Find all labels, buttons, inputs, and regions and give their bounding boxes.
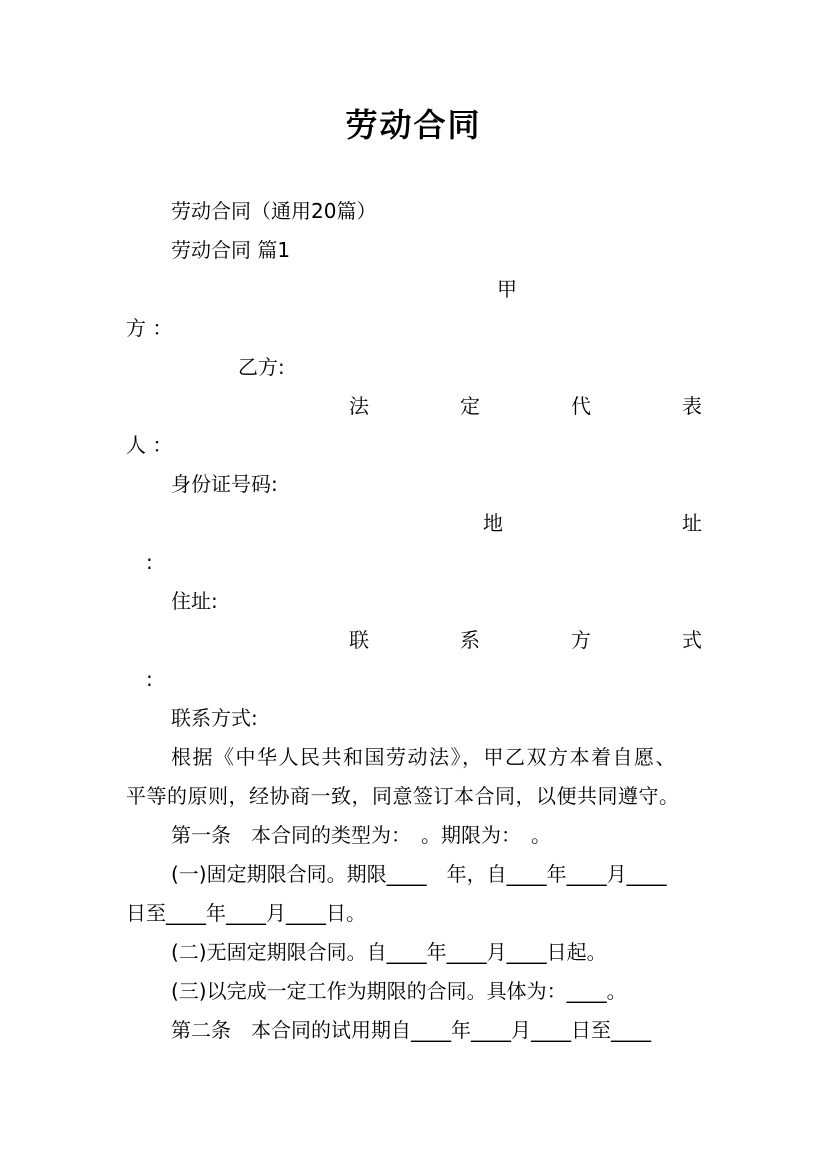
address-colon: : (146, 550, 153, 574)
legal-rep-label-end: 人 ： (126, 433, 173, 457)
subtitle-line: 劳动合同（通用20篇） (171, 199, 377, 223)
party-b-label: 乙方: (238, 355, 285, 379)
legal-rep-char-2: 定 (460, 394, 480, 418)
clause-1-line2: 日至____年____月____日。 (126, 901, 366, 925)
contact-char-3: 方 (571, 628, 591, 652)
contact-label-row (349, 627, 702, 653)
address-char-2: 址 (682, 511, 702, 535)
address-char-1: 地 (483, 511, 503, 535)
legal-rep-char-3: 代 (571, 394, 591, 418)
contact-info-label: 联系方式: (171, 706, 258, 730)
article-2: 第二条 本合同的试用期自____年____月____日至____ (171, 1018, 651, 1042)
article-1: 第一条 本合同的类型为： 。期限为： 。 (171, 823, 551, 847)
contract-heading: 劳动合同 篇1 (171, 238, 291, 262)
contact-char-4: 式 (682, 628, 702, 652)
clause-3: (三)以完成一定工作为期限的合同。具体为：____。 (171, 979, 627, 1003)
document-title: 劳动合同 (345, 106, 482, 144)
residence-label: 住址: (171, 589, 218, 613)
contact-char-2: 系 (460, 628, 480, 652)
legal-rep-char-4: 表 (682, 394, 702, 418)
contact-char-1: 联 (349, 628, 369, 652)
clause-2: (二)无固定期限合同。自____年____月____日起。 (171, 940, 607, 964)
legal-rep-char-1: 法 (349, 394, 369, 418)
address-label-row (483, 510, 702, 536)
paragraph-intro-line2: 平等的原则，经协商一致，同意签订本合同，以便共同遵守。 (126, 784, 680, 808)
id-number-label: 身份证号码: (171, 472, 278, 496)
legal-rep-label-row (349, 393, 702, 419)
clause-1-line1: (一)固定期限合同。期限____ 年，自____年____月____ (171, 862, 667, 886)
contact-colon: : (146, 667, 153, 691)
party-a-label-part1: 甲 (497, 277, 517, 301)
party-a-label-part2: 方 ： (126, 316, 173, 340)
paragraph-intro-line1: 根据《中华人民共和国劳动法》，甲乙双方本着自愿、 (171, 745, 677, 769)
